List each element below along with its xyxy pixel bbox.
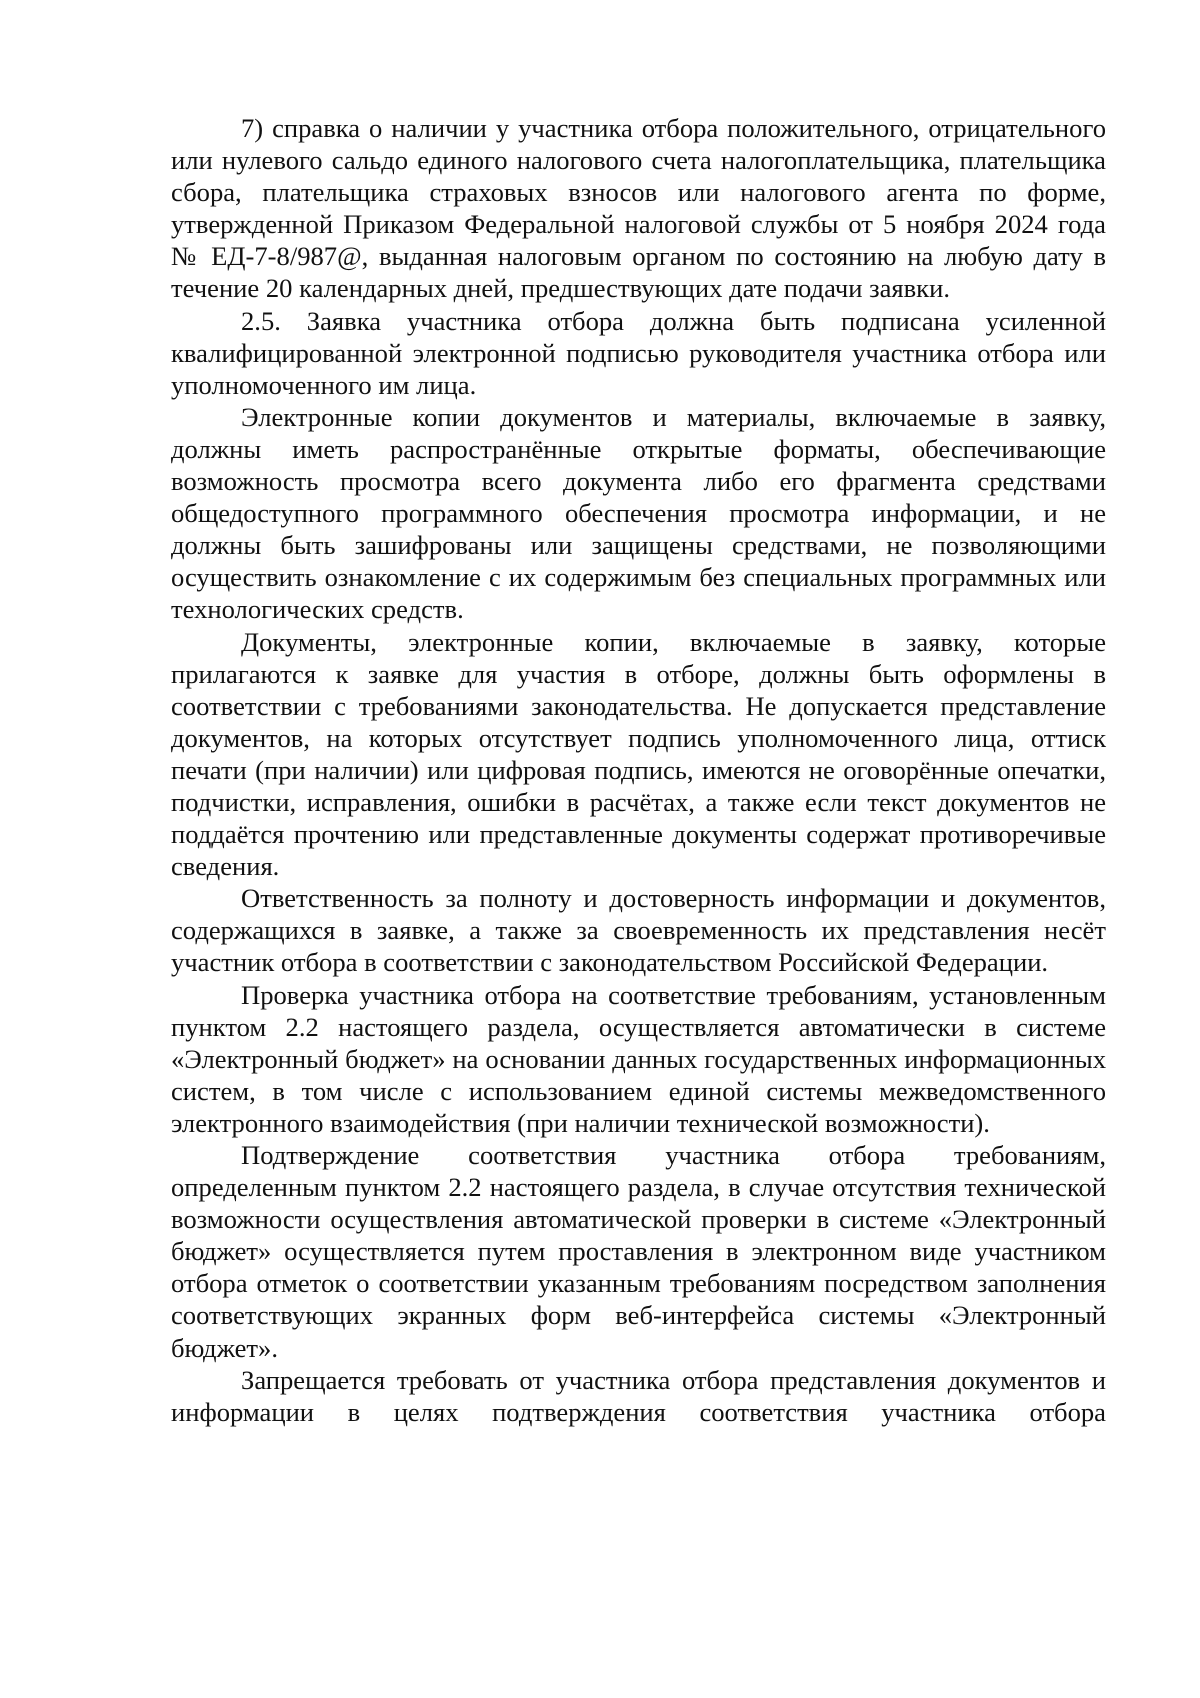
paragraph-responsibility: Ответственность за полноту и достоверность информации и документов, содержащихся в заявке, а также за своевременность их представления несёт участник отбора в соответствии с законодательством Российской Федерации. <box>171 883 1106 978</box>
paragraph-electronic-copies-formats: Электронные копии документов и материалы, включаемые в заявку, должны иметь распространённые открытые форматы, обеспечивающие возможность просмотра всего документа либо его фрагмента средствами общедоступного программного обеспечения просмотра информации, и не должны быть зашифрованы или защищены средствами, не позволяющими осуществить ознакомление с их содержимым без специальных программных или технологических средств. <box>171 401 1106 625</box>
paragraph-prohibition: Запрещается требовать от участника отбора представления документов и информации в целях подтверждения соответствия участника отбора <box>171 1364 1106 1427</box>
paragraph-item-7-certificate: 7) справка о наличии у участника отбора положительного, отрицательного или нулевого сальдо единого налогового счета налогоплательщика, плательщика сбора, плательщика страховых взносов или налогового агента по форме, утвержденной Приказом Федеральной налоговой службы от 5 ноября 2024 года № ЕД-7-8/987@, выданная налоговым органом по состоянию на любую дату в течение 20 календарных дней, предшествующих дате подачи заявки. <box>171 113 1106 304</box>
paragraph-automatic-verification: Проверка участника отбора на соответствие требованиям, установленным пунктом 2.2 настоящего раздела, осуществляется автоматически в системе «Электронный бюджет» на основании данных государственных информационных систем, в том числе с использованием единой системы межведомственного электронного взаимодействия (при наличии технической возможности). <box>171 979 1106 1138</box>
document-body <box>171 112 1106 1428</box>
paragraph-confirmation-compliance: Подтверждение соответствия участника отбора требованиям, определенным пунктом 2.2 настоящего раздела, в случае отсутствия технической возможности осуществления автоматической проверки в системе «Электронный бюджет» осуществляется путем проставления в электронном виде участником отбора отметок о соответствии указанным требованиям посредством заполнения соответствующих экранных форм веб-интерфейса системы «Электронный бюджет». <box>171 1140 1106 1363</box>
paragraph-2-5-application-signature: 2.5. Заявка участника отбора должна быть подписана усиленной квалифицированной электронной подписью руководителя участника отбора или уполномоченного им лица. <box>171 305 1106 400</box>
paragraph-documents-requirements: Документы, электронные копии, включаемые в заявку, которые прилагаются к заявке для участия в отборе, должны быть оформлены в соответствии с требованиями законодательства. Не допускается представление документов, на которых отсутствует подпись уполномоченного лица, оттиск печати (при наличии) или цифровая подпись, имеются не оговорённые опечатки, подчистки, исправления, ошибки в расчётах, а также если текст документов не поддаётся прочтению или представленные документы содержат противоречивые сведения. <box>171 626 1106 882</box>
